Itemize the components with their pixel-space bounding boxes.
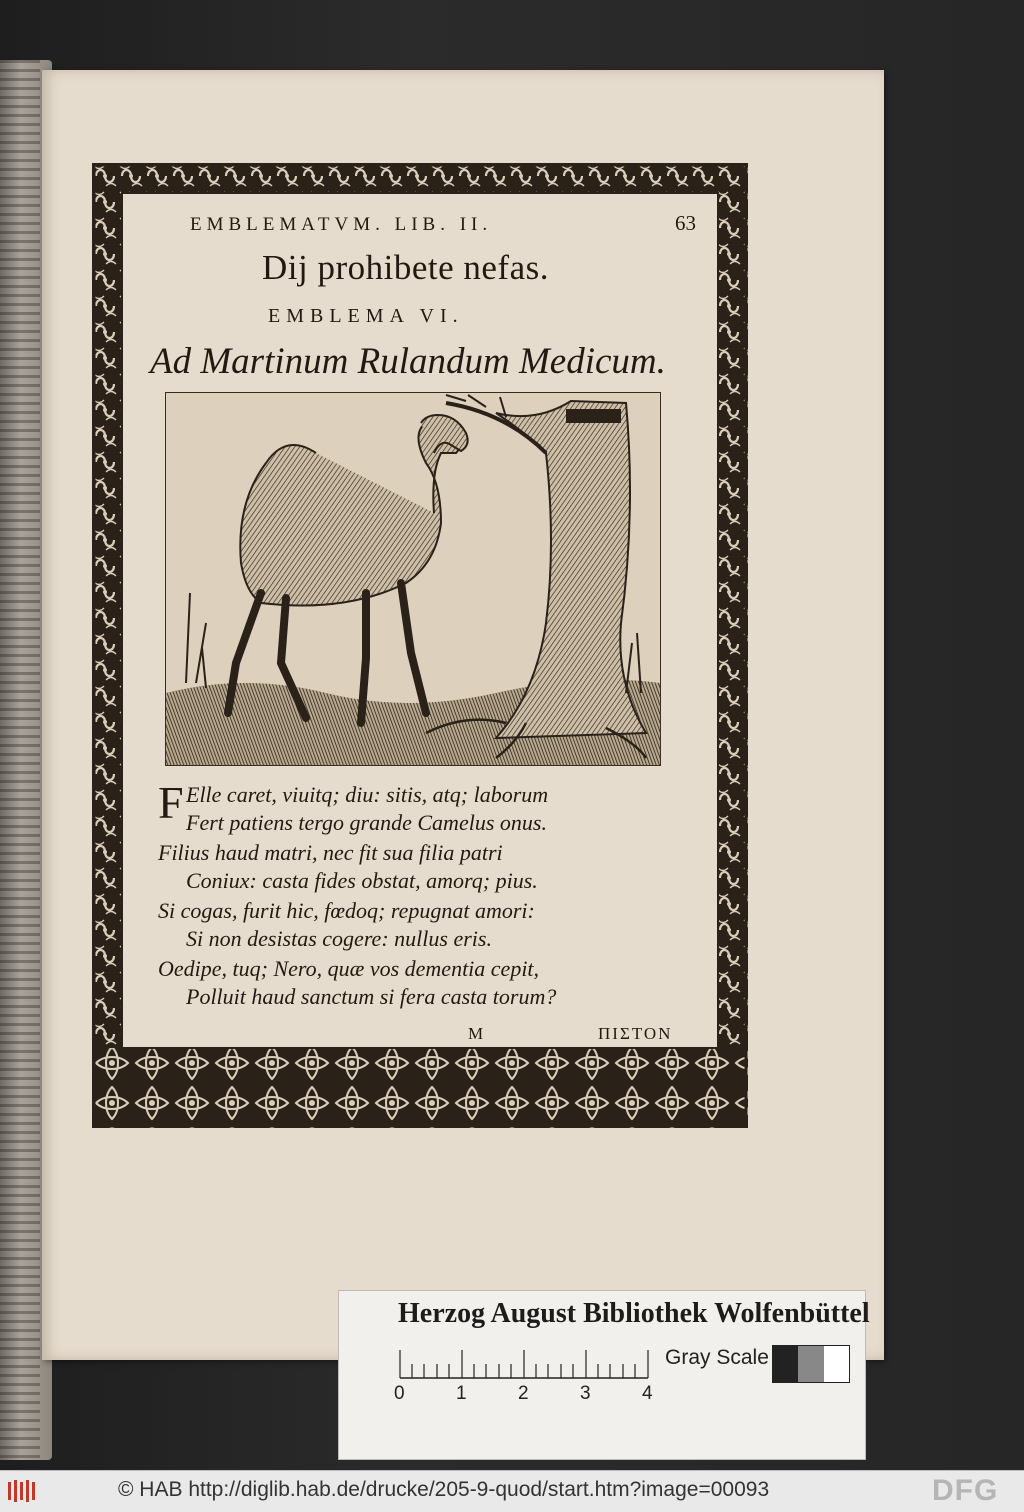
verse-line: Elle caret, viuitq; diu: sitis, atq; laborum: [186, 782, 549, 807]
ruler-scale: [398, 1344, 658, 1380]
scale-number: 3: [580, 1383, 591, 1404]
verse-line: Oedipe, tuq; Nero, quæ vos dementia cepit,: [158, 956, 540, 981]
gray-scale-label: Gray Scale: [665, 1346, 769, 1369]
verse-line: Si cogas, furit hic, fœdoq; repugnat amori:: [158, 898, 535, 923]
library-name: Herzog August Bibliothek Wolfenbüttel: [398, 1298, 870, 1329]
verse-line: Fert patiens tergo grande Camelus onus.: [186, 810, 547, 835]
running-head: EMBLEMATVM. LIB. II.: [190, 214, 493, 235]
scale-number: 4: [642, 1383, 653, 1404]
gray-scale-swatches: [772, 1345, 850, 1383]
catchword-left: M: [468, 1024, 486, 1043]
verse-line: Polluit haud sanctum si fera casta torum?: [186, 984, 557, 1009]
camel-woodcut-illustration: [165, 392, 661, 766]
scale-number: 0: [394, 1383, 405, 1404]
emblem-number: EMBLEMA VI.: [268, 305, 464, 327]
previous-page-text-stripes: [0, 60, 40, 1460]
emblem-motto: Dij prohibete nefas.: [262, 248, 549, 287]
emblem-dedication: Ad Martinum Rulandum Medicum.: [150, 341, 666, 382]
verse-line: Filius haud matri, nec fit sua filia patri: [158, 840, 503, 865]
scale-number: 1: [456, 1383, 467, 1404]
drop-cap: F: [158, 777, 184, 828]
hab-logo-icon: [6, 1478, 42, 1504]
verse-line: Coniux: casta fides obstat, amorq; pius.: [186, 868, 538, 893]
dfg-logo: DFG: [932, 1474, 999, 1507]
page-number: 63: [675, 211, 696, 235]
verse-line: Si non desistas cogere: nullus eris.: [186, 926, 492, 951]
catchword-right: ΠΙΣΤΟΝ: [598, 1024, 673, 1043]
scale-number: 2: [518, 1383, 529, 1404]
copyright-link[interactable]: © HAB http://diglib.hab.de/drucke/205-9-quod/start.htm?image=00093: [118, 1478, 770, 1501]
